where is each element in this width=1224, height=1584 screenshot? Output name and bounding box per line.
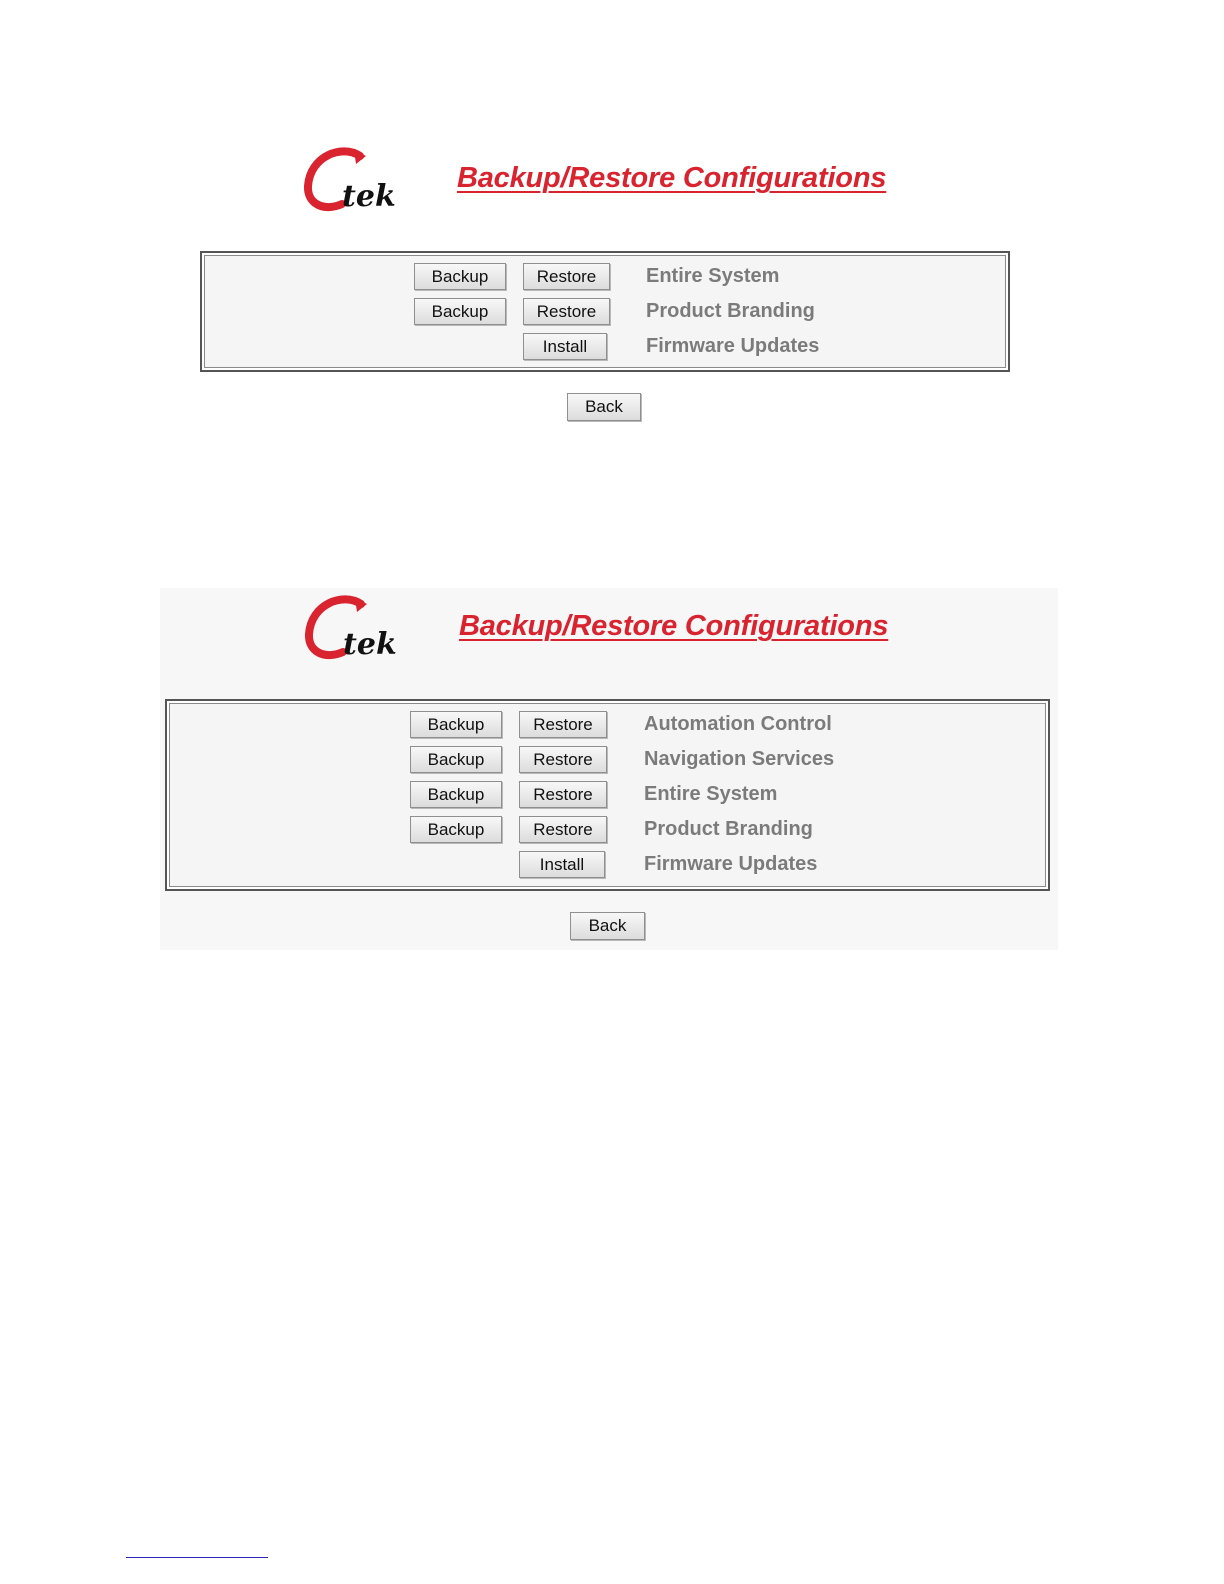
backup-button[interactable]: Backup — [414, 263, 506, 290]
row-label: Automation Control — [644, 713, 832, 735]
svg-text:tek: tek — [343, 627, 397, 662]
config-panel — [165, 699, 1050, 891]
ctek-logo — [303, 594, 415, 664]
ctek-logo — [302, 146, 414, 216]
restore-button[interactable]: Restore — [519, 781, 607, 808]
restore-button[interactable]: Restore — [519, 816, 607, 843]
backup-button[interactable]: Backup — [410, 746, 502, 773]
footnote-divider — [126, 1557, 268, 1558]
backup-button[interactable]: Backup — [414, 298, 506, 325]
page-title: Backup/Restore Configurations — [459, 610, 889, 642]
restore-button[interactable]: Restore — [519, 746, 607, 773]
backup-button[interactable]: Backup — [410, 816, 502, 843]
row-label: Firmware Updates — [644, 853, 818, 875]
install-button[interactable]: Install — [523, 333, 607, 360]
config-panel — [200, 251, 1010, 372]
restore-button[interactable]: Restore — [523, 298, 610, 325]
screenshot-2 — [160, 588, 1058, 950]
backup-button[interactable]: Backup — [410, 711, 502, 738]
row-label: Entire System — [644, 783, 778, 805]
restore-button[interactable]: Restore — [523, 263, 610, 290]
backup-button[interactable]: Backup — [410, 781, 502, 808]
screenshot-1 — [196, 140, 1016, 430]
row-label: Product Branding — [644, 818, 813, 840]
svg-text:tek: tek — [342, 179, 396, 214]
back-button[interactable]: Back — [567, 393, 641, 421]
install-button[interactable]: Install — [519, 851, 605, 878]
row-label: Entire System — [646, 265, 780, 287]
page-title: Backup/Restore Configurations — [457, 162, 887, 194]
back-button[interactable]: Back — [570, 912, 645, 940]
row-label: Navigation Services — [644, 748, 835, 770]
row-label: Firmware Updates — [646, 335, 820, 357]
restore-button[interactable]: Restore — [519, 711, 607, 738]
row-label: Product Branding — [646, 300, 815, 322]
